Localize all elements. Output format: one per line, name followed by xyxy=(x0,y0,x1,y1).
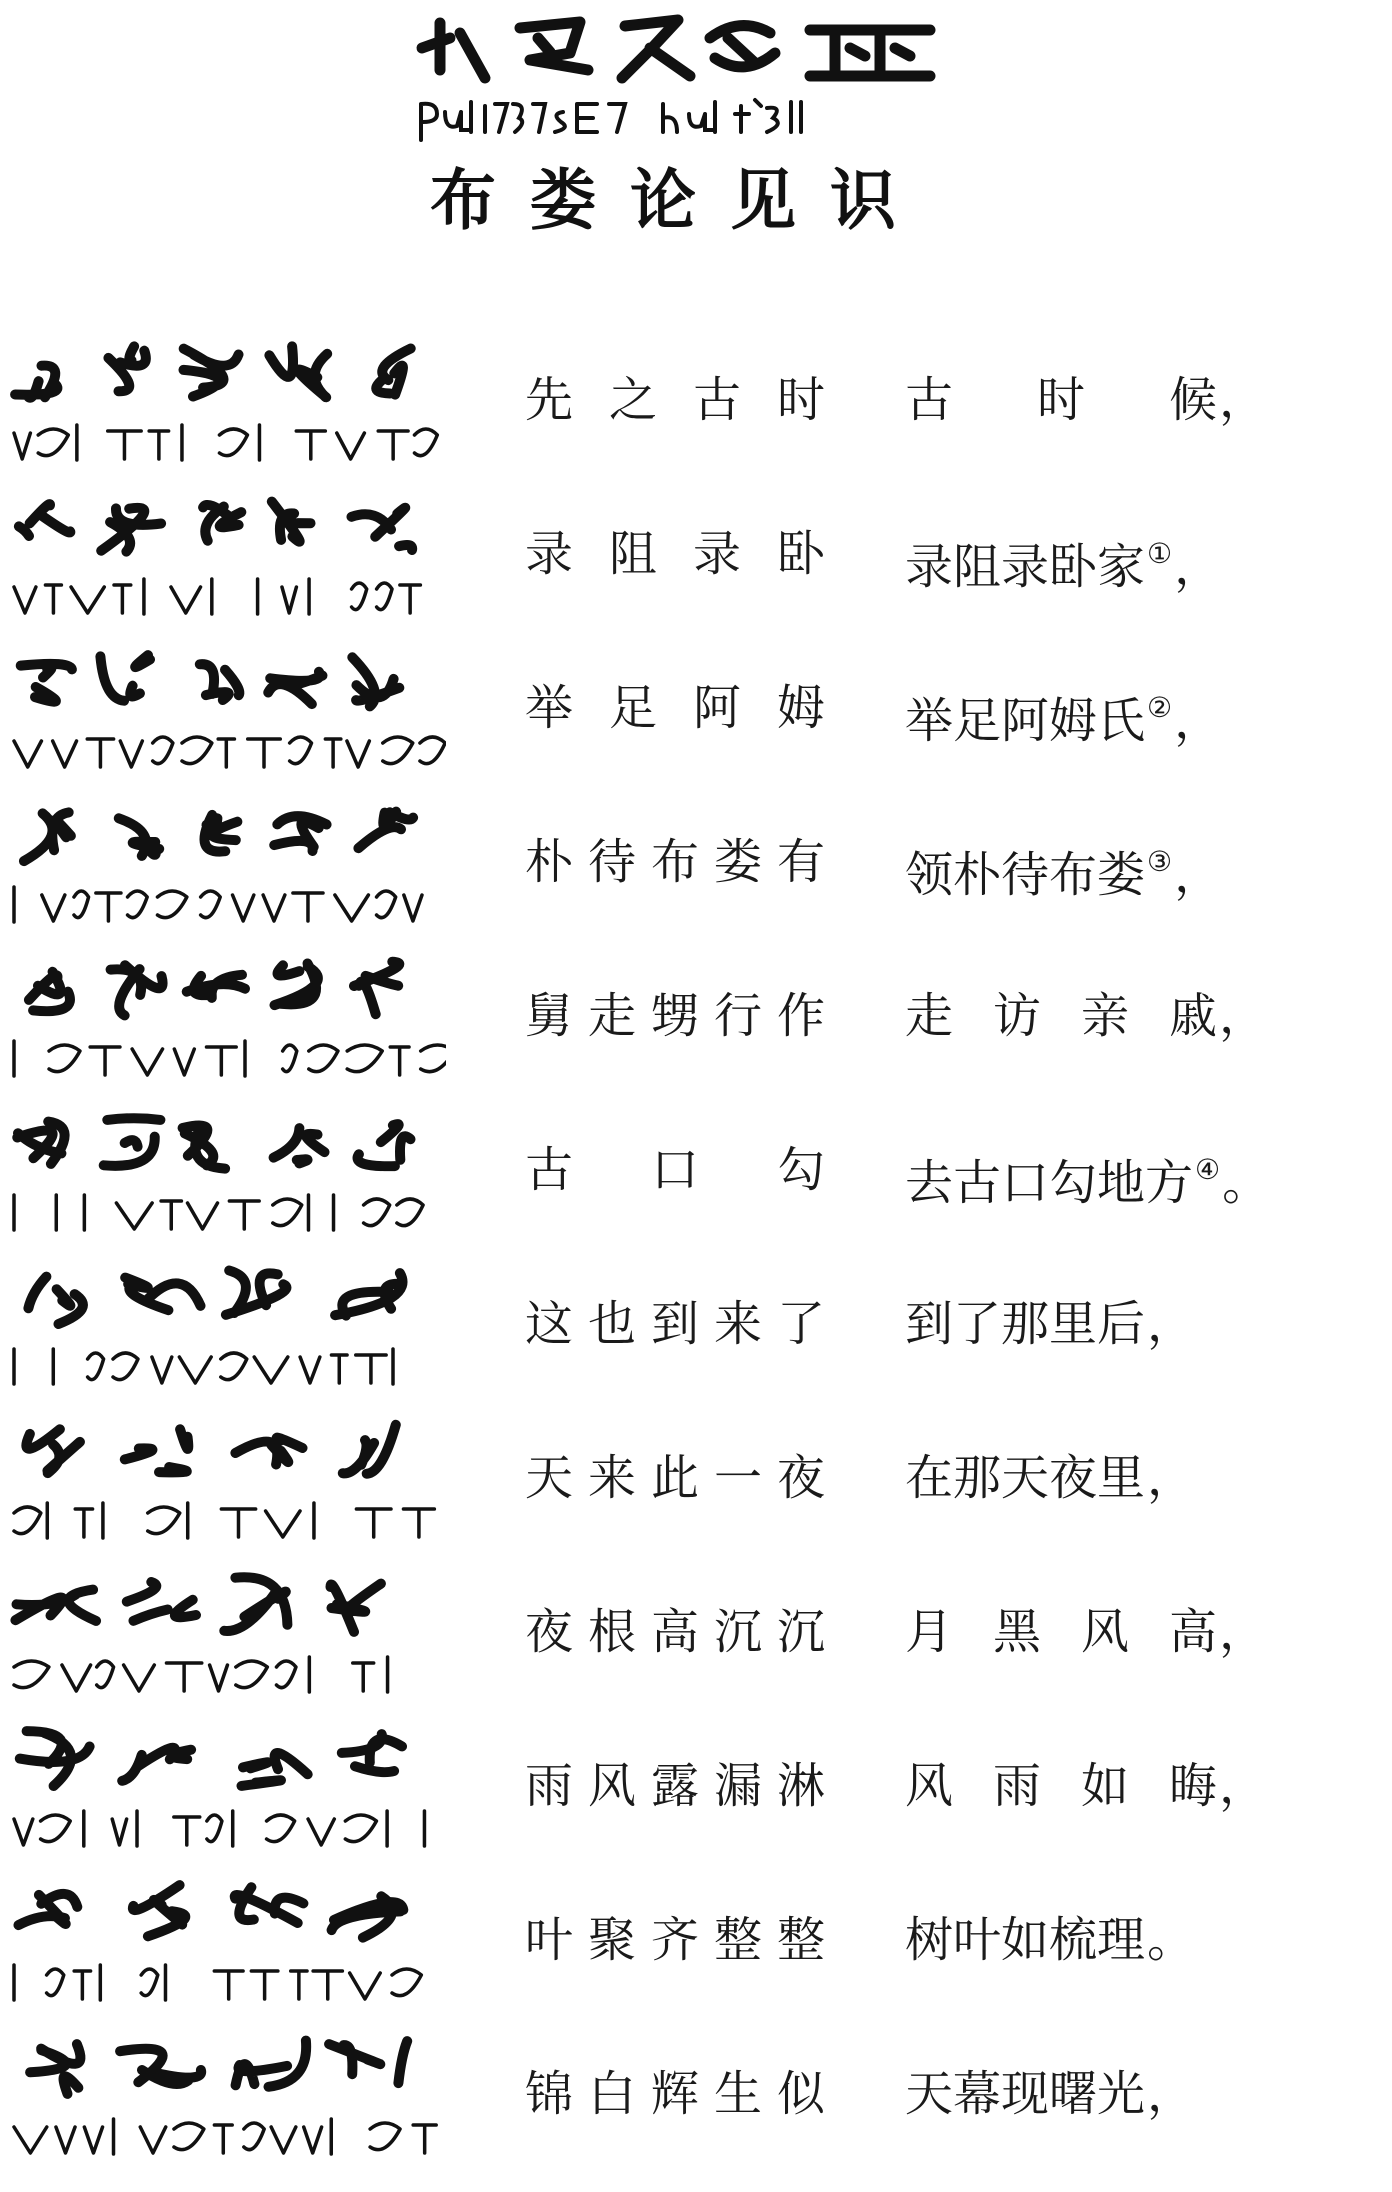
verse-list xyxy=(0,335,1392,2183)
literal-translation: 录阻录卧 xyxy=(525,526,825,582)
free-translation xyxy=(905,1751,1375,1821)
literal-translation: 夜根高沉沉 xyxy=(525,1604,825,1660)
footnote-marker: ② xyxy=(1147,691,1173,724)
footnote-marker: ① xyxy=(1147,537,1173,570)
punctuation: ， xyxy=(1219,1758,1268,1814)
nushu-script-icon xyxy=(6,1721,446,1875)
verse-row xyxy=(0,951,1392,1105)
nushu-script-icon xyxy=(6,335,446,489)
punctuation: ， xyxy=(1174,847,1223,903)
title-phonetic-icon xyxy=(415,92,945,144)
verse-row xyxy=(0,1567,1392,1721)
nushu-script-icon xyxy=(6,797,446,951)
free-translation-text: 领朴待布娄 xyxy=(905,847,1146,903)
footnote-marker: ③ xyxy=(1147,845,1173,878)
free-translation-text: 到了那里后 xyxy=(905,1296,1146,1352)
free-translation-text: 天幕现曙光 xyxy=(905,2066,1146,2122)
free-translation xyxy=(905,1597,1375,1667)
punctuation: ， xyxy=(1147,1450,1196,1506)
free-translation xyxy=(905,673,1375,749)
nushu-script-icon xyxy=(6,951,446,1105)
literal-translation: 天来此一夜 xyxy=(525,1450,825,1506)
free-translation xyxy=(905,519,1375,595)
nushu-script-icon xyxy=(6,1413,446,1567)
free-translation xyxy=(905,1905,1375,1975)
page-header xyxy=(0,0,1392,260)
free-translation xyxy=(905,981,1375,1051)
literal-translation: 朴待布娄有 xyxy=(525,834,825,890)
literal-translation: 先之古时 xyxy=(525,372,825,428)
verse-row xyxy=(0,1259,1392,1413)
punctuation: ， xyxy=(1219,1604,1268,1660)
punctuation: ， xyxy=(1219,988,1268,1044)
free-translation xyxy=(905,365,1375,435)
nushu-script-icon xyxy=(6,1875,446,2029)
nushu-script-icon xyxy=(6,1259,446,1413)
nushu-script-icon xyxy=(6,1105,446,1259)
free-translation-text: 古时候 xyxy=(905,372,1217,428)
punctuation: 。 xyxy=(1147,1912,1196,1968)
literal-translation: 雨风露漏淋 xyxy=(525,1758,825,1814)
verse-row xyxy=(0,643,1392,797)
literal-translation: 这也到来了 xyxy=(525,1296,825,1352)
punctuation: ， xyxy=(1174,693,1223,749)
punctuation: ， xyxy=(1147,2066,1196,2122)
free-translation xyxy=(905,1135,1375,1211)
literal-translation: 举足阿姆 xyxy=(525,680,825,736)
free-translation xyxy=(905,1289,1375,1359)
title-script-icon xyxy=(410,8,950,88)
page-title: 布娄论见识 xyxy=(430,161,930,239)
free-translation xyxy=(905,2059,1375,2129)
literal-translation: 舅走甥行作 xyxy=(525,988,825,1044)
nushu-script-icon xyxy=(6,1567,446,1721)
free-translation-text: 月黑风高 xyxy=(905,1604,1217,1660)
free-translation-text: 走访亲戚 xyxy=(905,988,1217,1044)
verse-row xyxy=(0,797,1392,951)
footnote-marker: ④ xyxy=(1195,1153,1221,1186)
punctuation: ， xyxy=(1174,539,1223,595)
free-translation-text: 去古口勾地方 xyxy=(905,1155,1194,1211)
verse-row xyxy=(0,489,1392,643)
free-translation xyxy=(905,1443,1375,1513)
free-translation-text: 举足阿姆氏 xyxy=(905,693,1146,749)
nushu-script-icon xyxy=(6,2029,446,2183)
punctuation: ， xyxy=(1219,372,1268,428)
literal-translation: 古口勾 xyxy=(525,1142,825,1198)
nushu-script-icon xyxy=(6,489,446,643)
literal-translation: 叶聚齐整整 xyxy=(525,1912,825,1968)
verse-row xyxy=(0,1721,1392,1875)
free-translation-text: 风雨如晦 xyxy=(905,1758,1217,1814)
punctuation: 。 xyxy=(1222,1155,1271,1211)
free-translation-text: 录阻录卧家 xyxy=(905,539,1146,595)
free-translation-text: 在那天夜里 xyxy=(905,1450,1146,1506)
verse-row xyxy=(0,1413,1392,1567)
free-translation-text: 树叶如梳理 xyxy=(905,1912,1146,1968)
literal-translation: 锦白辉生似 xyxy=(525,2066,825,2122)
verse-row xyxy=(0,2029,1392,2183)
nushu-script-icon xyxy=(6,643,446,797)
punctuation: ， xyxy=(1147,1296,1196,1352)
verse-row xyxy=(0,1105,1392,1259)
free-translation xyxy=(905,827,1375,903)
verse-row xyxy=(0,1875,1392,2029)
verse-row xyxy=(0,335,1392,489)
